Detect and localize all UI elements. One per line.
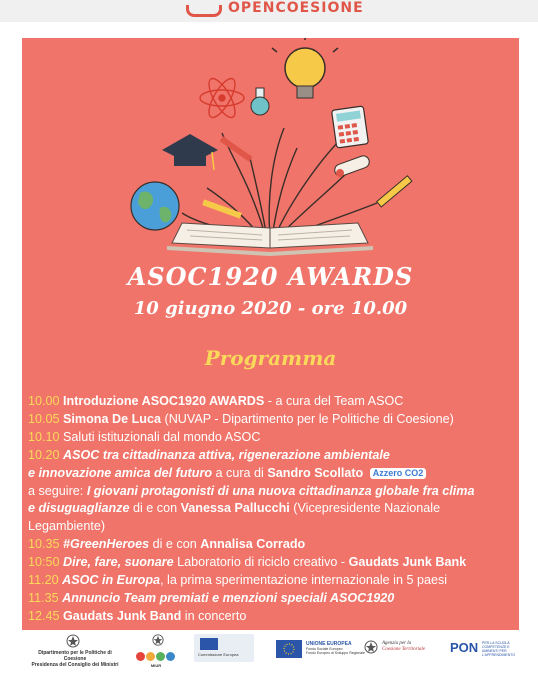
schedule-item [28,411,516,429]
eu-union-sub-1: Fondo Sociale Europeo [306,647,343,651]
schedule-topic: Annuncio Team premiati e menzioni speciali ASOC1920 [62,590,395,605]
eu-union-sub-2: Fondo Europeo di Sviluppo Regionale [306,651,365,655]
agency-coesione-label [382,641,434,653]
agency-line-2: Coesione Territoriale [382,647,426,652]
schedule-item-continuation [28,518,516,536]
schedule-detail: Legambiente) [28,519,106,534]
republic-emblem-icon [364,640,378,654]
schedule-detail: Laboratorio di riciclo creativo - [173,555,349,570]
pon-label [482,641,522,657]
schedule-item [28,429,516,447]
calculator-icon [332,106,369,148]
pon-sub-2: COMPETENZE E AMBIENTI PER L'APPRENDIMENTO [482,645,516,657]
diploma-icon [333,154,371,178]
schedule-detail: a cura di [212,465,268,480]
schedule-time: 10.05 [28,411,60,426]
yellow-pencil-icon [377,176,412,207]
opencoesione-mark-icon [186,5,222,17]
event-date: 10 giugno 2020 - ore 10.00 [133,298,408,319]
eu-commission-logo [194,634,254,662]
schedule-item [28,447,516,465]
schedule-topic: e disuguaglianze [28,501,130,516]
schedule-speaker: Simona De Luca [63,411,161,426]
schedule-time: 10.10 [28,429,60,444]
top-bar [0,0,538,22]
schedule-item [28,536,516,554]
schedule-detail: (Vicepresidente Nazionale [289,501,441,516]
opencoesione-logo-text: OPENCOESIONE [228,0,364,16]
miur-label: MIUR [150,663,162,668]
schedule-speaker: Sandro Scollato [267,465,364,480]
schedule-detail: a seguire: [28,483,87,498]
schedule-topic: ASOC in Europa [62,573,161,588]
schedule-speaker: Annalisa Corrado [200,537,306,552]
schedule-topic: Dire, fare, suonare [63,555,174,570]
schedule-item [28,608,516,626]
schedule-time: 11.35 [28,590,59,605]
schedule-detail: in concerto [181,608,247,623]
eu-flag-icon [276,640,302,658]
pon-logo: PON [450,640,479,655]
schedule-topic: #GreenHeroes [63,537,150,552]
miur-logo [136,652,175,661]
schedule-time: 10:50 [28,555,60,570]
schedule-item [28,572,516,590]
schedule-item-continuation [28,465,516,483]
schedule-detail: - a cura del Team ASOC [264,394,404,408]
schedule-time: 10.00 [28,394,60,408]
eu-union-title: UNIONE EUROPEA [306,641,352,647]
dept-line-1: Dipartimento per le Politiche di Coesione [38,650,112,662]
schedule-detail: Saluti istituzionali dal mondo ASOC [59,429,261,444]
schedule-item [28,393,516,411]
schedule-time: 10.20 [28,447,60,462]
schedule-topic: Introduzione ASOC1920 AWARDS [63,394,265,408]
flask-icon [251,88,269,115]
schedule-topic: e innovazione amica del futuro [28,465,213,480]
schedule-speaker: Gaudats Junk Bank [348,555,467,570]
opencoesione-logo[interactable] [186,0,364,19]
schedule-time: 10.35 [28,537,60,552]
eu-union-label [306,641,366,655]
schedule-speaker: Gaudats Junk Band [63,608,182,623]
graduation-cap-icon [162,134,218,170]
schedule-detail: (NUVAP - Dipartimento per le Politiche di Coesione) [161,411,454,426]
event-title: ASOC1920 AWARDS [127,262,414,291]
schedule-item-continuation [28,500,516,518]
globe-icon [131,182,179,230]
miur-emblem-icon [152,634,164,646]
dept-line-2: Presidenza del Consiglio dei Ministri [31,662,119,668]
schedule-item [28,554,516,572]
lightbulb-icon [272,38,338,98]
schedule-list [28,393,516,626]
pon-sub-1: PER LA SCUOLA [482,641,510,645]
sponsor-footer [0,632,538,672]
programme-heading: Programma [204,346,337,370]
schedule-topic: ASOC tra cittadinanza attiva, rigenerazione ambientale [63,447,390,462]
eu-commission-label: Commissione Europea [198,652,239,657]
schedule-detail: , la prima sperimentazione internazionale in 5 paesi [160,573,448,588]
education-illustration [22,38,519,258]
dept-coesione-label [30,650,120,668]
schedule-item-continuation [28,483,516,501]
red-pencil-icon [220,136,253,162]
schedule-time: 11.20 [28,573,59,588]
event-poster [22,38,519,630]
schedule-time: 12.45 [28,608,60,623]
agency-line-1: Agenzia per la [382,641,412,646]
open-book-icon [167,223,373,256]
schedule-detail: di e con [129,501,181,516]
schedule-speaker: Vanessa Pallucchi [180,501,290,516]
ruler-icon [202,199,242,218]
italian-emblem-icon [66,634,80,648]
schedule-topic: I giovani protagonisti di una nuova cittadinanza globale fra clima [86,483,475,498]
schedule-detail: di e con [149,537,201,552]
schedule-item [28,590,516,608]
azzero-co2-badge: Azzero CO2 [370,468,427,479]
atom-icon [200,75,244,121]
